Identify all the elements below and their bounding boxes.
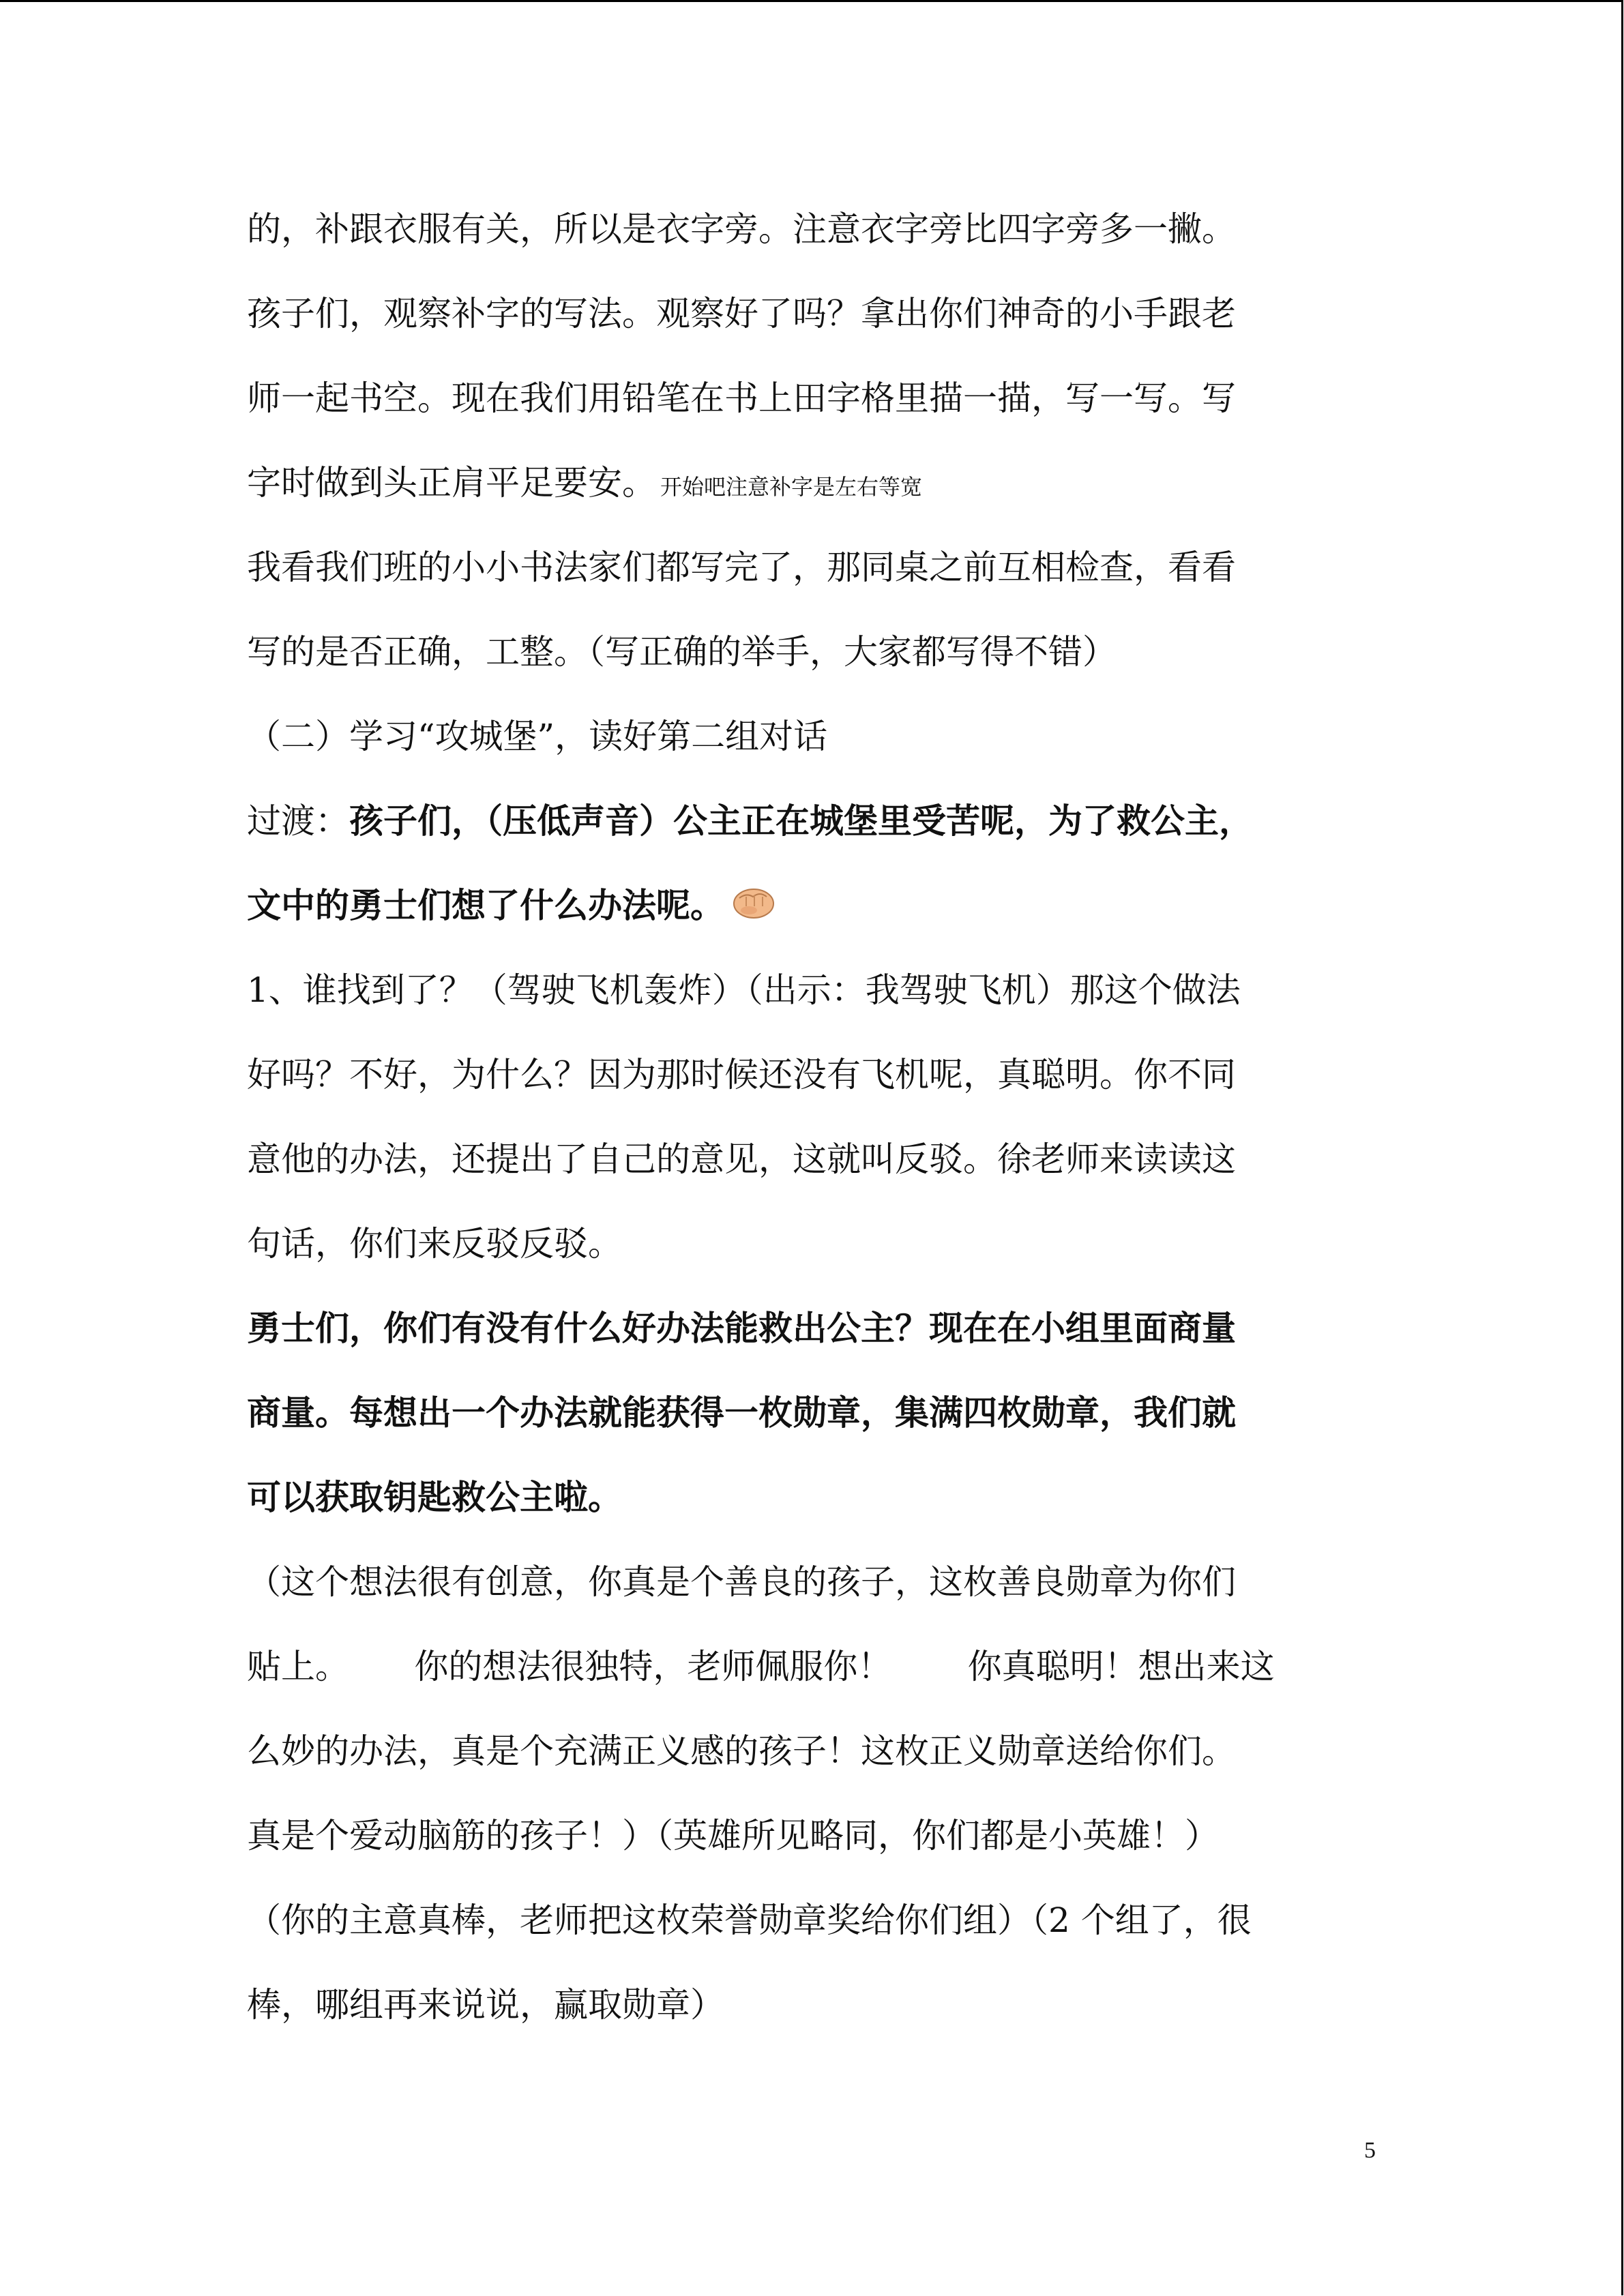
paragraph-line: 孩子们，观察补字的写法。观察好了吗？拿出你们神奇的小手跟老 — [247, 294, 1236, 333]
section-heading: （二）学习“攻城堡”，读好第二组对话 — [247, 717, 828, 756]
page-number: 5 — [1364, 2138, 1376, 2163]
transition-label: 过渡： — [247, 801, 349, 841]
paragraph-line: 棒，哪组再来说说，赢取勋章） — [247, 1985, 724, 2025]
paragraph-line: （你的主意真棒，老师把这枚荣誉勋章奖给你们组）（2 个组了，很 — [247, 1900, 1252, 1940]
paragraph-line — [247, 881, 775, 930]
paragraph-line — [247, 458, 922, 507]
paragraph-line: 师一起书空。现在我们用铅笔在书上田字格里描一描，写一写。写 — [247, 378, 1236, 418]
paragraph-line: （这个想法很有创意，你真是个善良的孩子，这枚善良勋章为你们 — [247, 1562, 1236, 1602]
transition-text: 文中的勇士们想了什么办法呢。 — [247, 885, 724, 925]
paragraph-text: 字时做到头正肩平足要安。 — [247, 463, 656, 503]
paragraph-line: 么妙的办法，真是个充满正义感的孩子！这枚正义勋章送给你们。 — [247, 1731, 1236, 1771]
paragraph-line: 的，补跟衣服有关，所以是衣字旁。注意衣字旁比四字旁多一撇。 — [247, 209, 1236, 249]
paragraph-line: 句话，你们来反驳反驳。 — [247, 1224, 622, 1264]
paragraph-line: 1、谁找到了？（驾驶飞机轰炸）（出示：我驾驶飞机）那这个做法 — [247, 970, 1241, 1010]
paragraph-line: 贴上。 你的想法很独特，老师佩服你！ 你真聪明！想出来这 — [247, 1647, 1275, 1686]
paragraph-line: 意他的办法，还提出了自己的意见，这就叫反驳。徐老师来读读这 — [247, 1139, 1236, 1179]
paragraph-line: 真是个爱动脑筋的孩子！）（英雄所见略同，你们都是小英雄！） — [247, 1816, 1219, 1855]
paragraph-line: 好吗？不好，为什么？因为那时候还没有飞机呢，真聪明。你不同 — [247, 1055, 1236, 1094]
paragraph-line: 可以获取钥匙救公主啦。 — [247, 1477, 622, 1517]
paragraph-line: 商量。每想出一个办法就能获得一枚勋章，集满四枚勋章，我们就 — [247, 1392, 1236, 1433]
transition-text: 孩子们，（压低声音）公主正在城堡里受苦呢，为了救公主， — [349, 801, 1253, 841]
teacher-note: 开始吧注意补字是左右等宽 — [660, 474, 923, 500]
paragraph-line — [247, 796, 1253, 846]
paragraph-line: 写的是否正确，工整。（写正确的举手，大家都写得不错） — [247, 632, 1117, 672]
paragraph-line: 我看我们班的小小书法家们都写完了，那同桌之前互相检查，看看 — [247, 548, 1236, 587]
paragraph-line: 勇士们，你们有没有什么好办法能救出公主？现在在小组里面商量 — [247, 1308, 1236, 1348]
fist-emoji-icon — [733, 884, 775, 918]
